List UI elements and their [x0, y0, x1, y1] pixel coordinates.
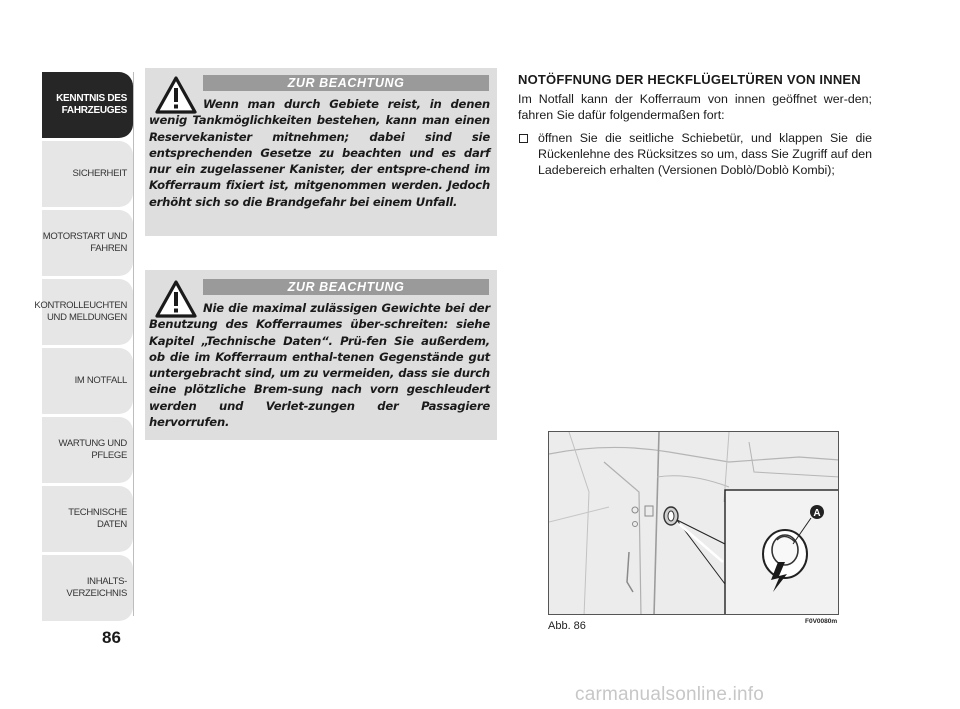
tab-sicherheit[interactable] — [42, 141, 133, 207]
checkbox-bullet-icon — [519, 134, 528, 143]
tab-label: MOTORSTART UND FAHREN — [42, 231, 127, 254]
tab-motorstart[interactable] — [42, 210, 133, 276]
tab-label: TECHNISCHE DATEN — [68, 507, 127, 530]
tab-inhaltsverzeichnis[interactable] — [42, 555, 133, 621]
list-item-text: öffnen Sie die seitliche Schiebetür, und klappen Sie die Rückenlehne des Rücksitzes so um, dass Sie Zugriff auf den Ladebereich erhalten (Versionen Doblò/Doblò Kombi); — [538, 130, 872, 178]
tab-label: SICHERHEIT — [72, 168, 127, 179]
warning-text: Wenn man durch Gebiete reist, in denen wenig Tankmöglichkeiten bestehen, kann man einen Reservekanister mitnehmen; dabei sind sie entsprechenden Gesetze zu beachten und es darf nur ein zugelassener Kanister, der entspre-chend im Kofferraum fixiert ist, mitgenommen werden. Jedoch erhöht sich so die Brandgefahr bei einem Unfall. — [149, 97, 490, 209]
chapter-sidebar — [34, 72, 133, 624]
tab-kontrolleuchten[interactable] — [34, 279, 133, 345]
sidebar-divider — [133, 72, 134, 616]
warning-triangle-icon — [154, 279, 198, 319]
section-intro: Im Notfall kann der Kofferraum von innen geöffnet wer-den; fahren Sie dafür folgendermaßen fort: — [518, 92, 872, 123]
warning-title-bar: ZUR BEACHTUNG — [203, 75, 489, 91]
warning-box-fuel-canister — [145, 68, 497, 236]
tab-technische-daten[interactable] — [42, 486, 133, 552]
warning-title-bar: ZUR BEACHTUNG — [203, 279, 489, 295]
tab-label: KENNTNIS DES FAHRZEUGES — [56, 93, 127, 116]
tab-im-notfall[interactable] — [42, 348, 133, 414]
warning-box-max-weight — [145, 270, 497, 440]
watermark: carmanualsonline.info — [575, 684, 765, 705]
callout-label-a: A — [813, 508, 821, 519]
section-content — [518, 72, 872, 178]
tab-label: KONTROLLEUCHTEN UND MELDUNGEN — [34, 300, 127, 323]
page-number: 86 — [102, 628, 121, 647]
tab-label: IM NOTFALL — [74, 375, 127, 386]
warning-triangle-icon — [154, 75, 198, 115]
tab-wartung[interactable] — [42, 417, 133, 483]
figure-illustration — [548, 431, 839, 615]
figure-caption: Abb. 86 — [548, 620, 586, 632]
section-heading: NOTÖFFNUNG DER HECKFLÜGELTÜREN VON INNEN — [518, 72, 861, 87]
tab-label: WARTUNG UND PFLEGE — [58, 438, 127, 461]
figure-code: F0V0080m — [805, 618, 838, 625]
tab-kenntnis-des-fahrzeuges[interactable] — [42, 72, 133, 138]
tab-label: INHALTS-VERZEICHNIS — [66, 576, 127, 599]
list-item — [518, 130, 872, 179]
rear-door-illustration — [549, 432, 839, 615]
warning-text: Nie die maximal zulässigen Gewichte bei der Benutzung des Kofferraumes über-schreiten: siehe Kapitel „Technische Daten“. Prü-fen Sie außerdem, ob die im Kofferraum enthal-tenen Gegenstände gut untergebracht sind, um zu vermeiden, dass sie durch eine plötzliche Brem-sung nach vorn geschleudert werden und Verlet-zungen der Passagiere hervorrufen. — [149, 301, 490, 430]
